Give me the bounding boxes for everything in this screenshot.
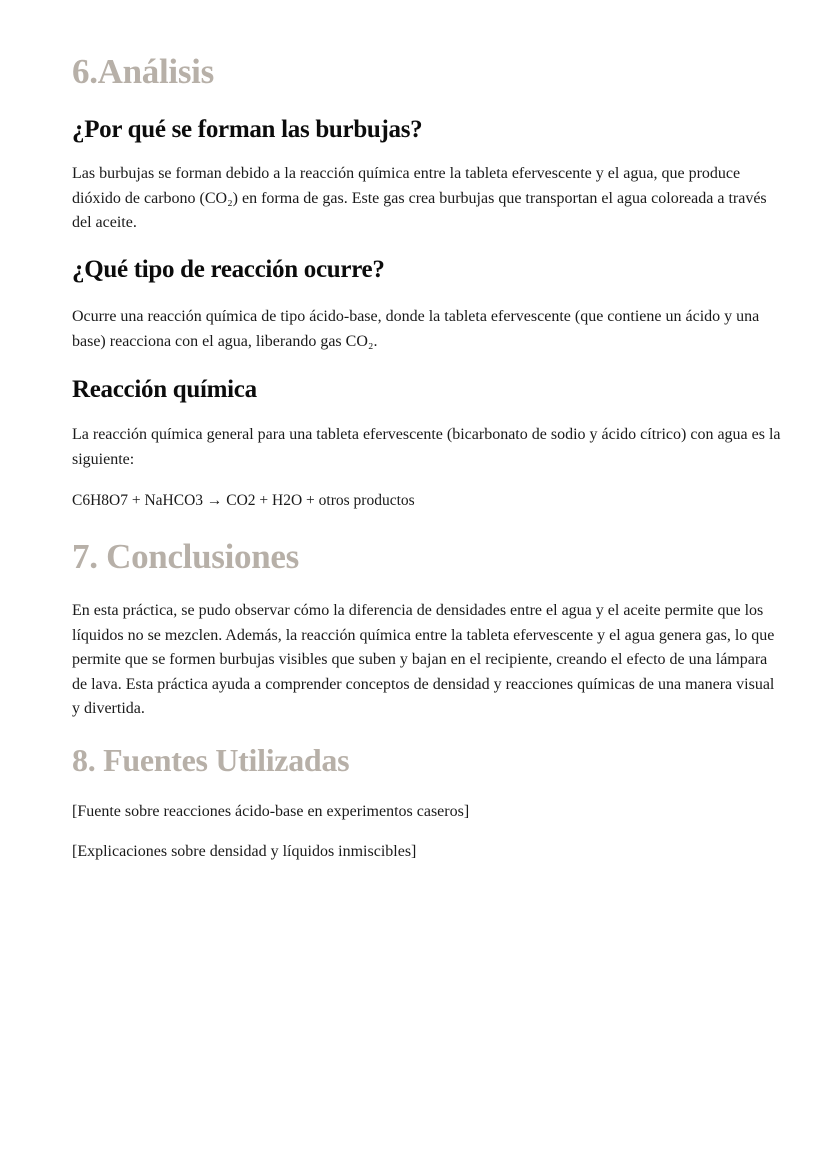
subheading-reaccion-quimica: Reacción química — [72, 376, 257, 403]
section-title-fuentes: 8. Fuentes Utilizadas — [72, 742, 350, 778]
subheading-burbujas: ¿Por qué se forman las burbujas? — [72, 116, 423, 143]
source-item: [Fuente sobre reacciones ácido-base en experimentos caseros] — [72, 803, 470, 820]
source-item: [Explicaciones sobre densidad y líquidos inmiscibles] — [72, 843, 417, 860]
section-title-analisis: 6.Análisis — [72, 52, 214, 91]
subheading-tipo-reaccion: ¿Qué tipo de reacción ocurre? — [72, 256, 385, 283]
section-title-conclusiones: 7. Conclusiones — [72, 537, 299, 576]
paragraph-tipo-reaccion: Ocurre una reacción química de tipo ácido-base, donde la tableta efervescente (que contiene un ácido y una base) reacciona con el agua, liberando gas CO₂. — [72, 308, 760, 350]
chemical-formula: C6H8O7 + NaHCO3 → CO2 + H2O + otros productos — [72, 492, 415, 509]
paragraph-conclusiones: En esta práctica, se pudo observar cómo la diferencia de densidades entre el agua y el aceite permite que los líquidos no se mezclen. Además, la reacción química entre la tableta efervescente y el agua genera gas, lo que permite que se formen burbujas visibles que suben y bajan en el recipiente, creando el efecto de una lámpara de lava. Esta práctica ayuda a comprender conceptos de densidad y reacciones químicas de una manera visual y divertida. — [72, 602, 775, 717]
paragraph-burbujas: Las burbujas se forman debido a la reacción química entre la tableta efervescente y el agua, que produce dióxido de carbono (CO₂) en forma de gas. Este gas crea burbujas que transportan el agua coloreada a través del aceite. — [72, 165, 767, 231]
paragraph-reaccion-quimica: La reacción química general para una tableta efervescente (bicarbonato de sodio y ácido cítrico) con agua es la siguiente: — [72, 426, 781, 468]
